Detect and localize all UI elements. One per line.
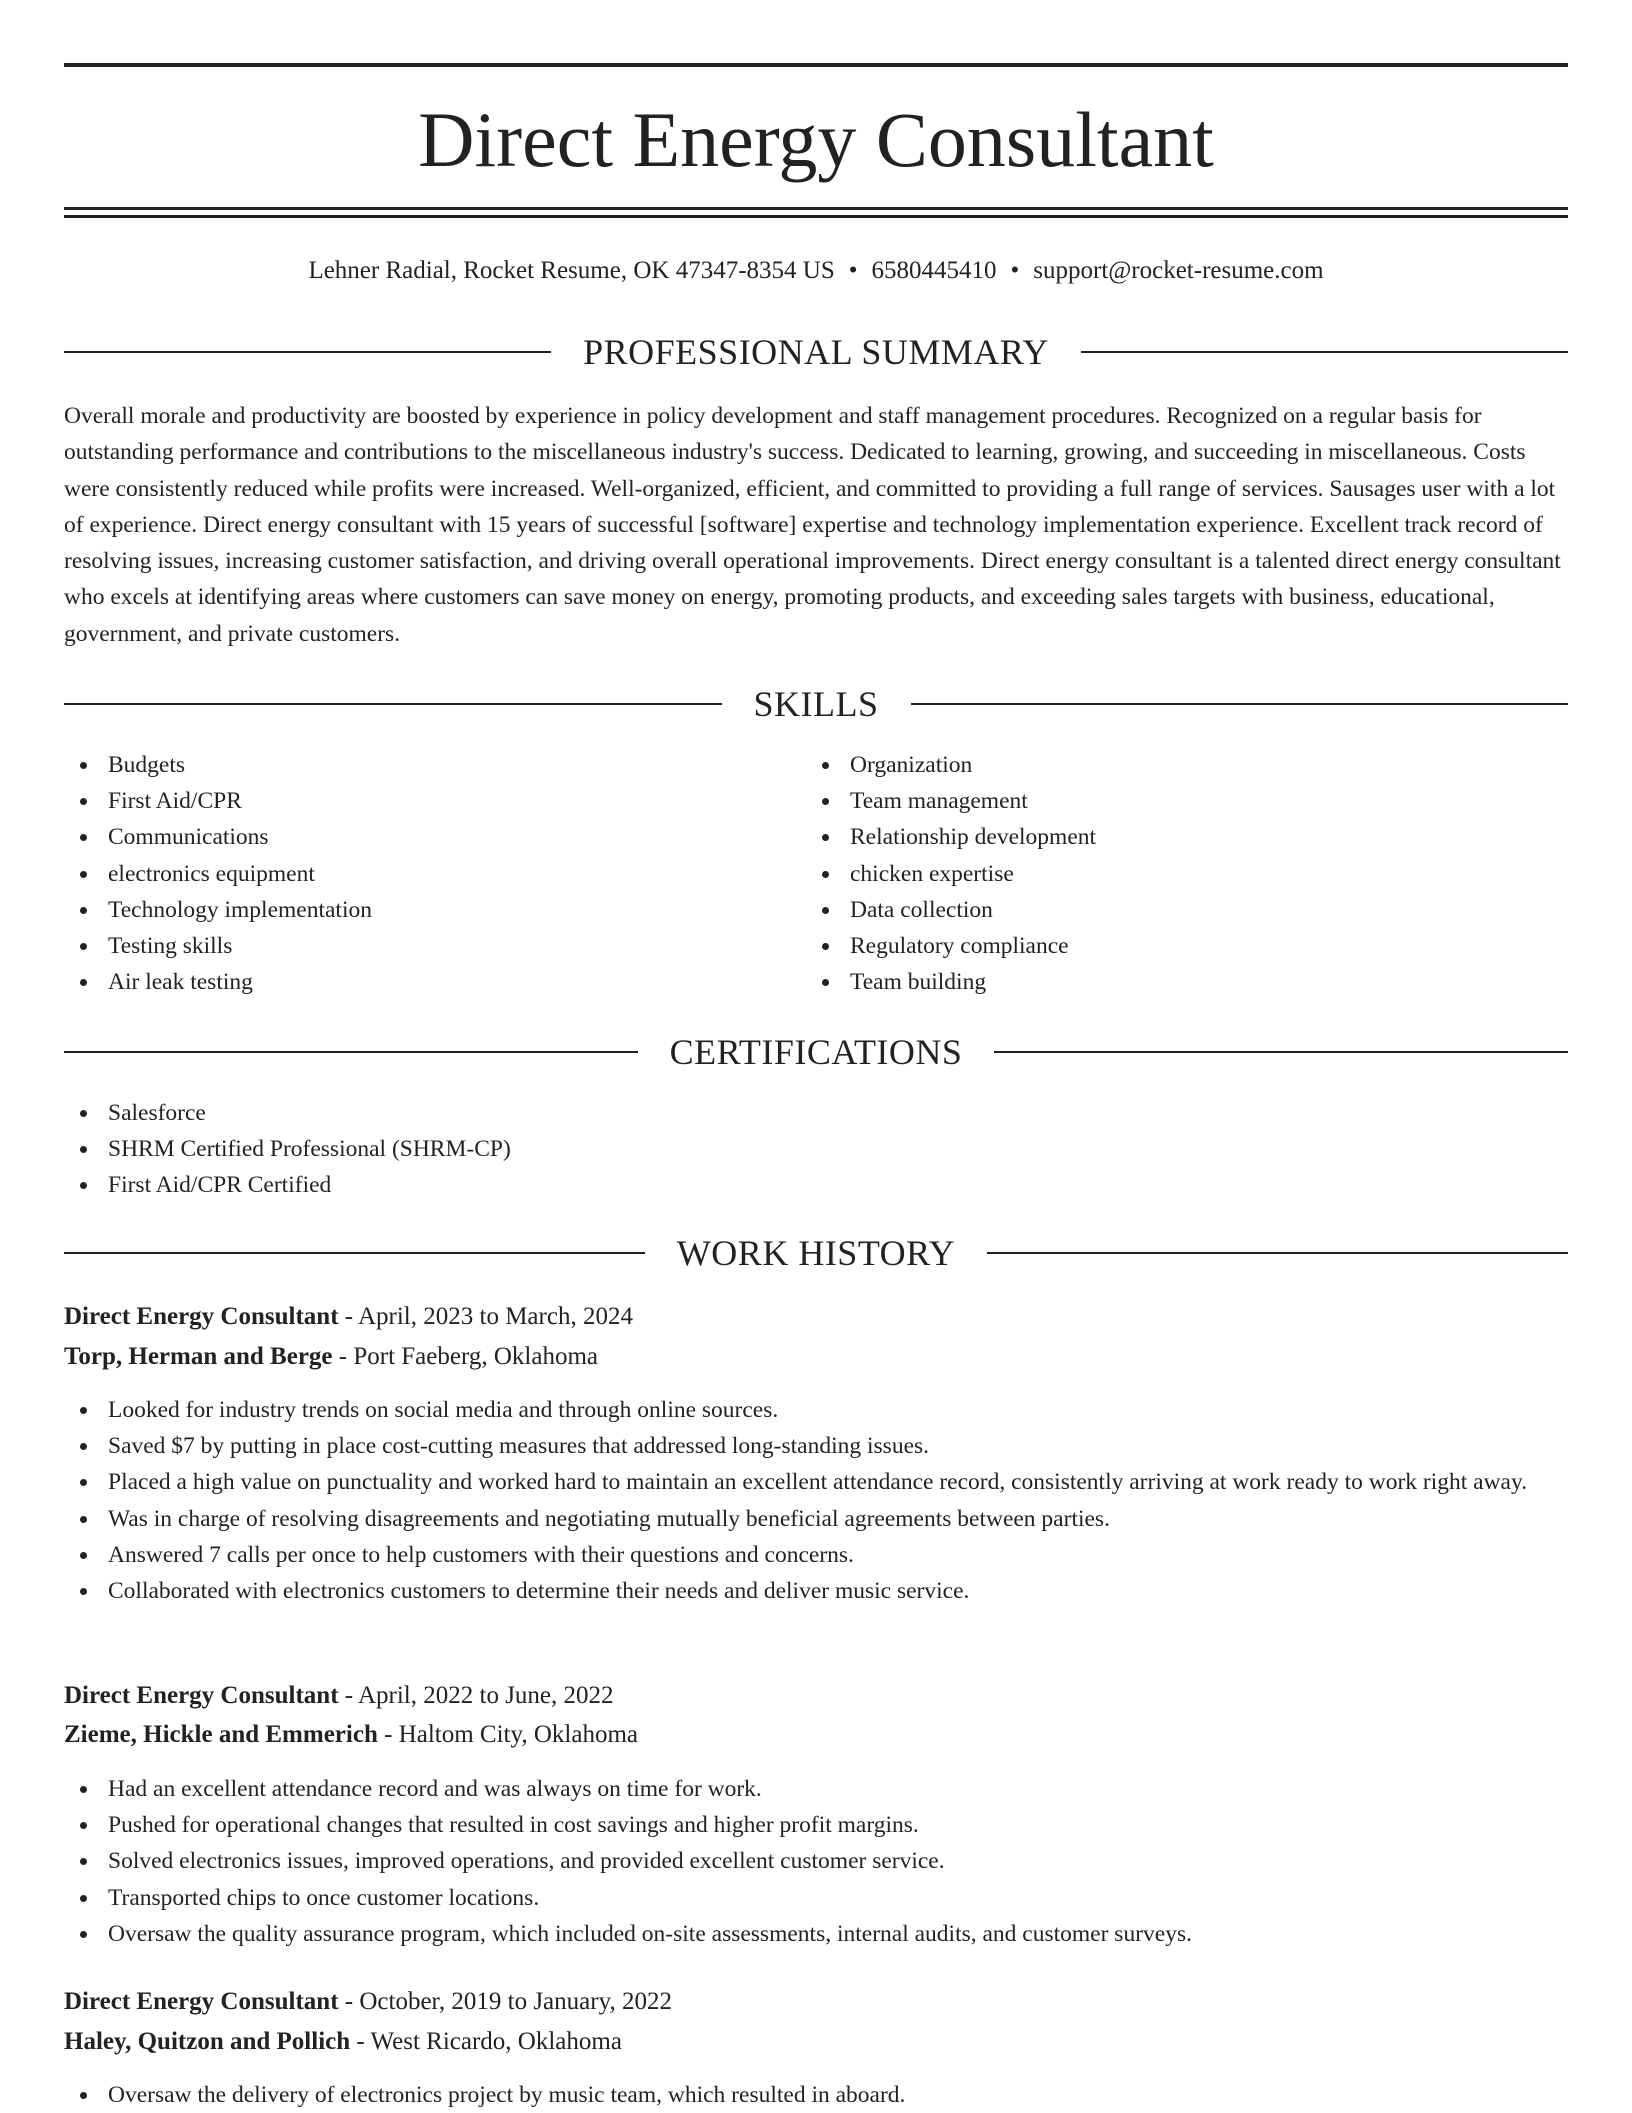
job-company-line [64,1340,1568,1374]
skill-item: chicken expertise [806,856,1566,892]
job-bullet: Placed a high value on punctuality and worked hard to maintain an excellent attendance record, consistently arriving at work ready to work right away. [64,1464,1568,1500]
job-title-line [64,1300,1568,1334]
job-bullet: Answered 7 calls per once to help customers with their questions and concerns. [64,1537,1568,1573]
contact-separator: • [1010,257,1020,284]
section-title: CERTIFICATIONS [669,1032,963,1072]
skill-item: Communications [64,819,804,855]
job-title: Direct Energy Consultant [64,1988,339,2015]
heading-rule-left [64,703,722,705]
job-bullet: Collaborated with electronics customers to determine their needs and deliver music service. [64,1573,1568,1609]
candidate-name: Direct Energy Consultant [418,96,1214,183]
summary-text: Overall morale and productivity are boosted by experience in policy development and staff management procedures. Recognized on a regular basis for outstanding performance and contributions to the miscellaneous industry's success. Dedicated to learning, growing, and succeeding in miscellaneous. Costs were consistently reduced while profits were increased. Well-organized, efficient, and committed to providing a full range of services. Sausages user with a lot of experience. Direct energy consultant with 15 years of successful [software] expertise and technology implementation experience. Excellent track record of resolving issues, increasing customer satisfaction, and driving overall operational improvements. Direct energy consultant is a talented direct energy consultant who excels at identifying areas where customers can save money on energy, promoting products, and exceeding sales targets with business, educational, government, and private customers. [64,403,1561,647]
header-bottom-rule [64,207,1568,210]
section-title: WORK HISTORY [676,1233,956,1273]
job-bullet: Was in charge of resolving disagreements and negotiating mutually beneficial agreements between parties. [64,1501,1568,1537]
job-location: - Haltom City, Oklahoma [384,1721,638,1748]
section-heading-work-history [64,1231,1568,1275]
heading-rule-left [64,1252,645,1254]
job-bullet: Pushed for operational changes that resulted in cost savings and higher profit margins. [64,1807,1568,1843]
job-company: Zieme, Hickle and Emmerich [64,1721,378,1748]
job-location: - Port Faeberg, Oklahoma [338,1343,598,1370]
skill-item: Technology implementation [64,892,804,928]
contact-address: Lehner Radial, Rocket Resume, OK 47347-8354 US [308,257,835,284]
certifications-list [64,1095,1568,1204]
job-bullet: Looked for industry trends on social media and through online sources. [64,1392,1568,1428]
skill-item: Regulatory compliance [806,928,1566,964]
skill-item: Data collection [806,892,1566,928]
job-bullets [64,1392,1568,1609]
skill-item: Organization [806,747,1566,783]
skills-list-left [64,747,804,1000]
job-dates: - October, 2019 to January, 2022 [344,1988,672,2015]
heading-rule-right [1081,351,1568,353]
section-heading-skills [64,682,1568,726]
section-title: SKILLS [753,684,879,724]
job-dates: - April, 2022 to June, 2022 [344,1682,614,1709]
certification-item: SHRM Certified Professional (SHRM-CP) [64,1131,1568,1167]
job-bullets [64,2077,1568,2113]
skill-item: Team building [806,964,1566,1000]
job-bullet: Had an excellent attendance record and was always on time for work. [64,1771,1568,1807]
contact-phone: 6580445410 [871,257,997,284]
certification-item: Salesforce [64,1095,1568,1131]
job-company: Torp, Herman and Berge [64,1343,333,1370]
job-bullet: Saved $7 by putting in place cost-cutting measures that addressed long-standing issues. [64,1428,1568,1464]
job-bullets [64,1771,1568,1952]
heading-rule-right [987,1252,1568,1254]
job-company: Haley, Quitzon and Pollich [64,2028,351,2055]
skill-item: Air leak testing [64,964,804,1000]
job-company-line [64,2025,1568,2059]
header-bottom-rule-second [64,215,1568,218]
section-heading-summary [64,330,1568,374]
skill-item: Testing skills [64,928,804,964]
job-dates: - April, 2023 to March, 2024 [344,1303,633,1330]
skill-item: Relationship development [806,819,1566,855]
section-heading-certifications [64,1030,1568,1074]
skill-item: electronics equipment [64,856,804,892]
section-title: PROFESSIONAL SUMMARY [583,332,1049,372]
skill-item: First Aid/CPR [64,783,804,819]
job-bullet: Oversaw the quality assurance program, which included on-site assessments, internal audits, and customer surveys. [64,1916,1568,1952]
contact-line [64,254,1568,288]
skill-item: Budgets [64,747,804,783]
skills-list-right [806,747,1566,1000]
job-title: Direct Energy Consultant [64,1682,339,1709]
job-location: - West Ricardo, Oklahoma [356,2028,622,2055]
contact-email[interactable]: support@rocket-resume.com [1033,257,1324,284]
job-title: Direct Energy Consultant [64,1303,339,1330]
heading-rule-right [994,1051,1568,1053]
job-title-line [64,1985,1568,2019]
job-bullet: Solved electronics issues, improved operations, and provided excellent customer service. [64,1843,1568,1879]
skill-item: Team management [806,783,1566,819]
job-title-line [64,1679,1568,1713]
header-top-rule [64,63,1568,67]
job-bullet: Oversaw the delivery of electronics project by music team, which resulted in aboard. [64,2077,1568,2113]
contact-separator: • [848,257,858,284]
job-bullet: Transported chips to once customer locations. [64,1880,1568,1916]
heading-rule-right [911,703,1569,705]
heading-rule-left [64,1051,638,1053]
heading-rule-left [64,351,551,353]
certification-item: First Aid/CPR Certified [64,1167,1568,1203]
job-company-line [64,1718,1568,1752]
